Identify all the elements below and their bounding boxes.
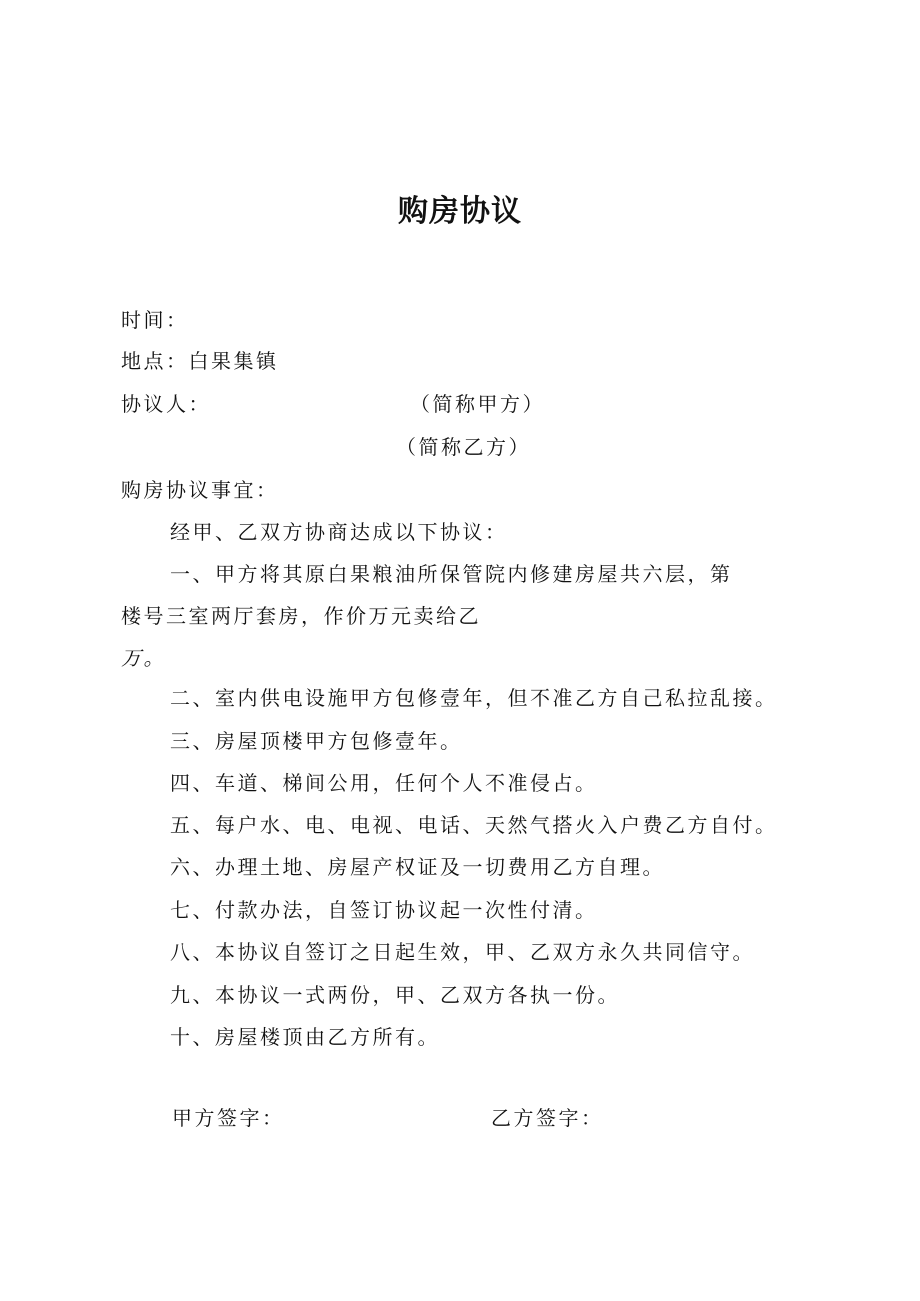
place-field: 地点：白果集镇 <box>121 349 279 373</box>
clause-line: 万。 <box>121 646 166 670</box>
clause-line: 一、甲方将其原白果粮油所保管院内修建房屋共六层，第 <box>170 562 733 586</box>
clause-line: 楼号三室两厅套房，作价万元卖给乙 <box>121 604 481 628</box>
parties-field-label: 协议人： <box>121 392 211 416</box>
clause-line: 三、房屋顶楼甲方包修壹年。 <box>170 729 463 753</box>
clause-line: 二、室内供电设施甲方包修壹年，但不准乙方自己私拉乱接。 <box>170 686 778 710</box>
time-field-label: 时间： <box>121 308 189 332</box>
clause-line: 五、每户水、电、电视、电话、天然气搭火入户费乙方自付。 <box>170 813 778 837</box>
party-a-reference: （简称甲方） <box>410 392 545 416</box>
party-a-signature-label: 甲方签字： <box>172 1106 285 1130</box>
clause-line: 十、房屋楼顶由乙方所有。 <box>170 1025 440 1049</box>
clause-line: 八、本协议自签订之日起生效，甲、乙双方永久共同信守。 <box>170 940 755 964</box>
document-title: 购房协议 <box>398 194 522 229</box>
party-b-reference: （简称乙方） <box>396 435 531 459</box>
matters-heading: 购房协议事宜： <box>121 478 279 502</box>
clause-line: 七、付款办法，自签订协议起一次性付清。 <box>170 898 598 922</box>
party-b-signature-label: 乙方签字： <box>491 1106 604 1130</box>
clause-line: 九、本协议一式两份，甲、乙双方各执一份。 <box>170 983 620 1007</box>
agreement-intro: 经甲、乙双方协商达成以下协议： <box>170 520 508 544</box>
clause-line: 六、办理土地、房屋产权证及一切费用乙方自理。 <box>170 855 665 879</box>
clause-line: 四、车道、梯间公用，任何个人不准侵占。 <box>170 771 598 795</box>
